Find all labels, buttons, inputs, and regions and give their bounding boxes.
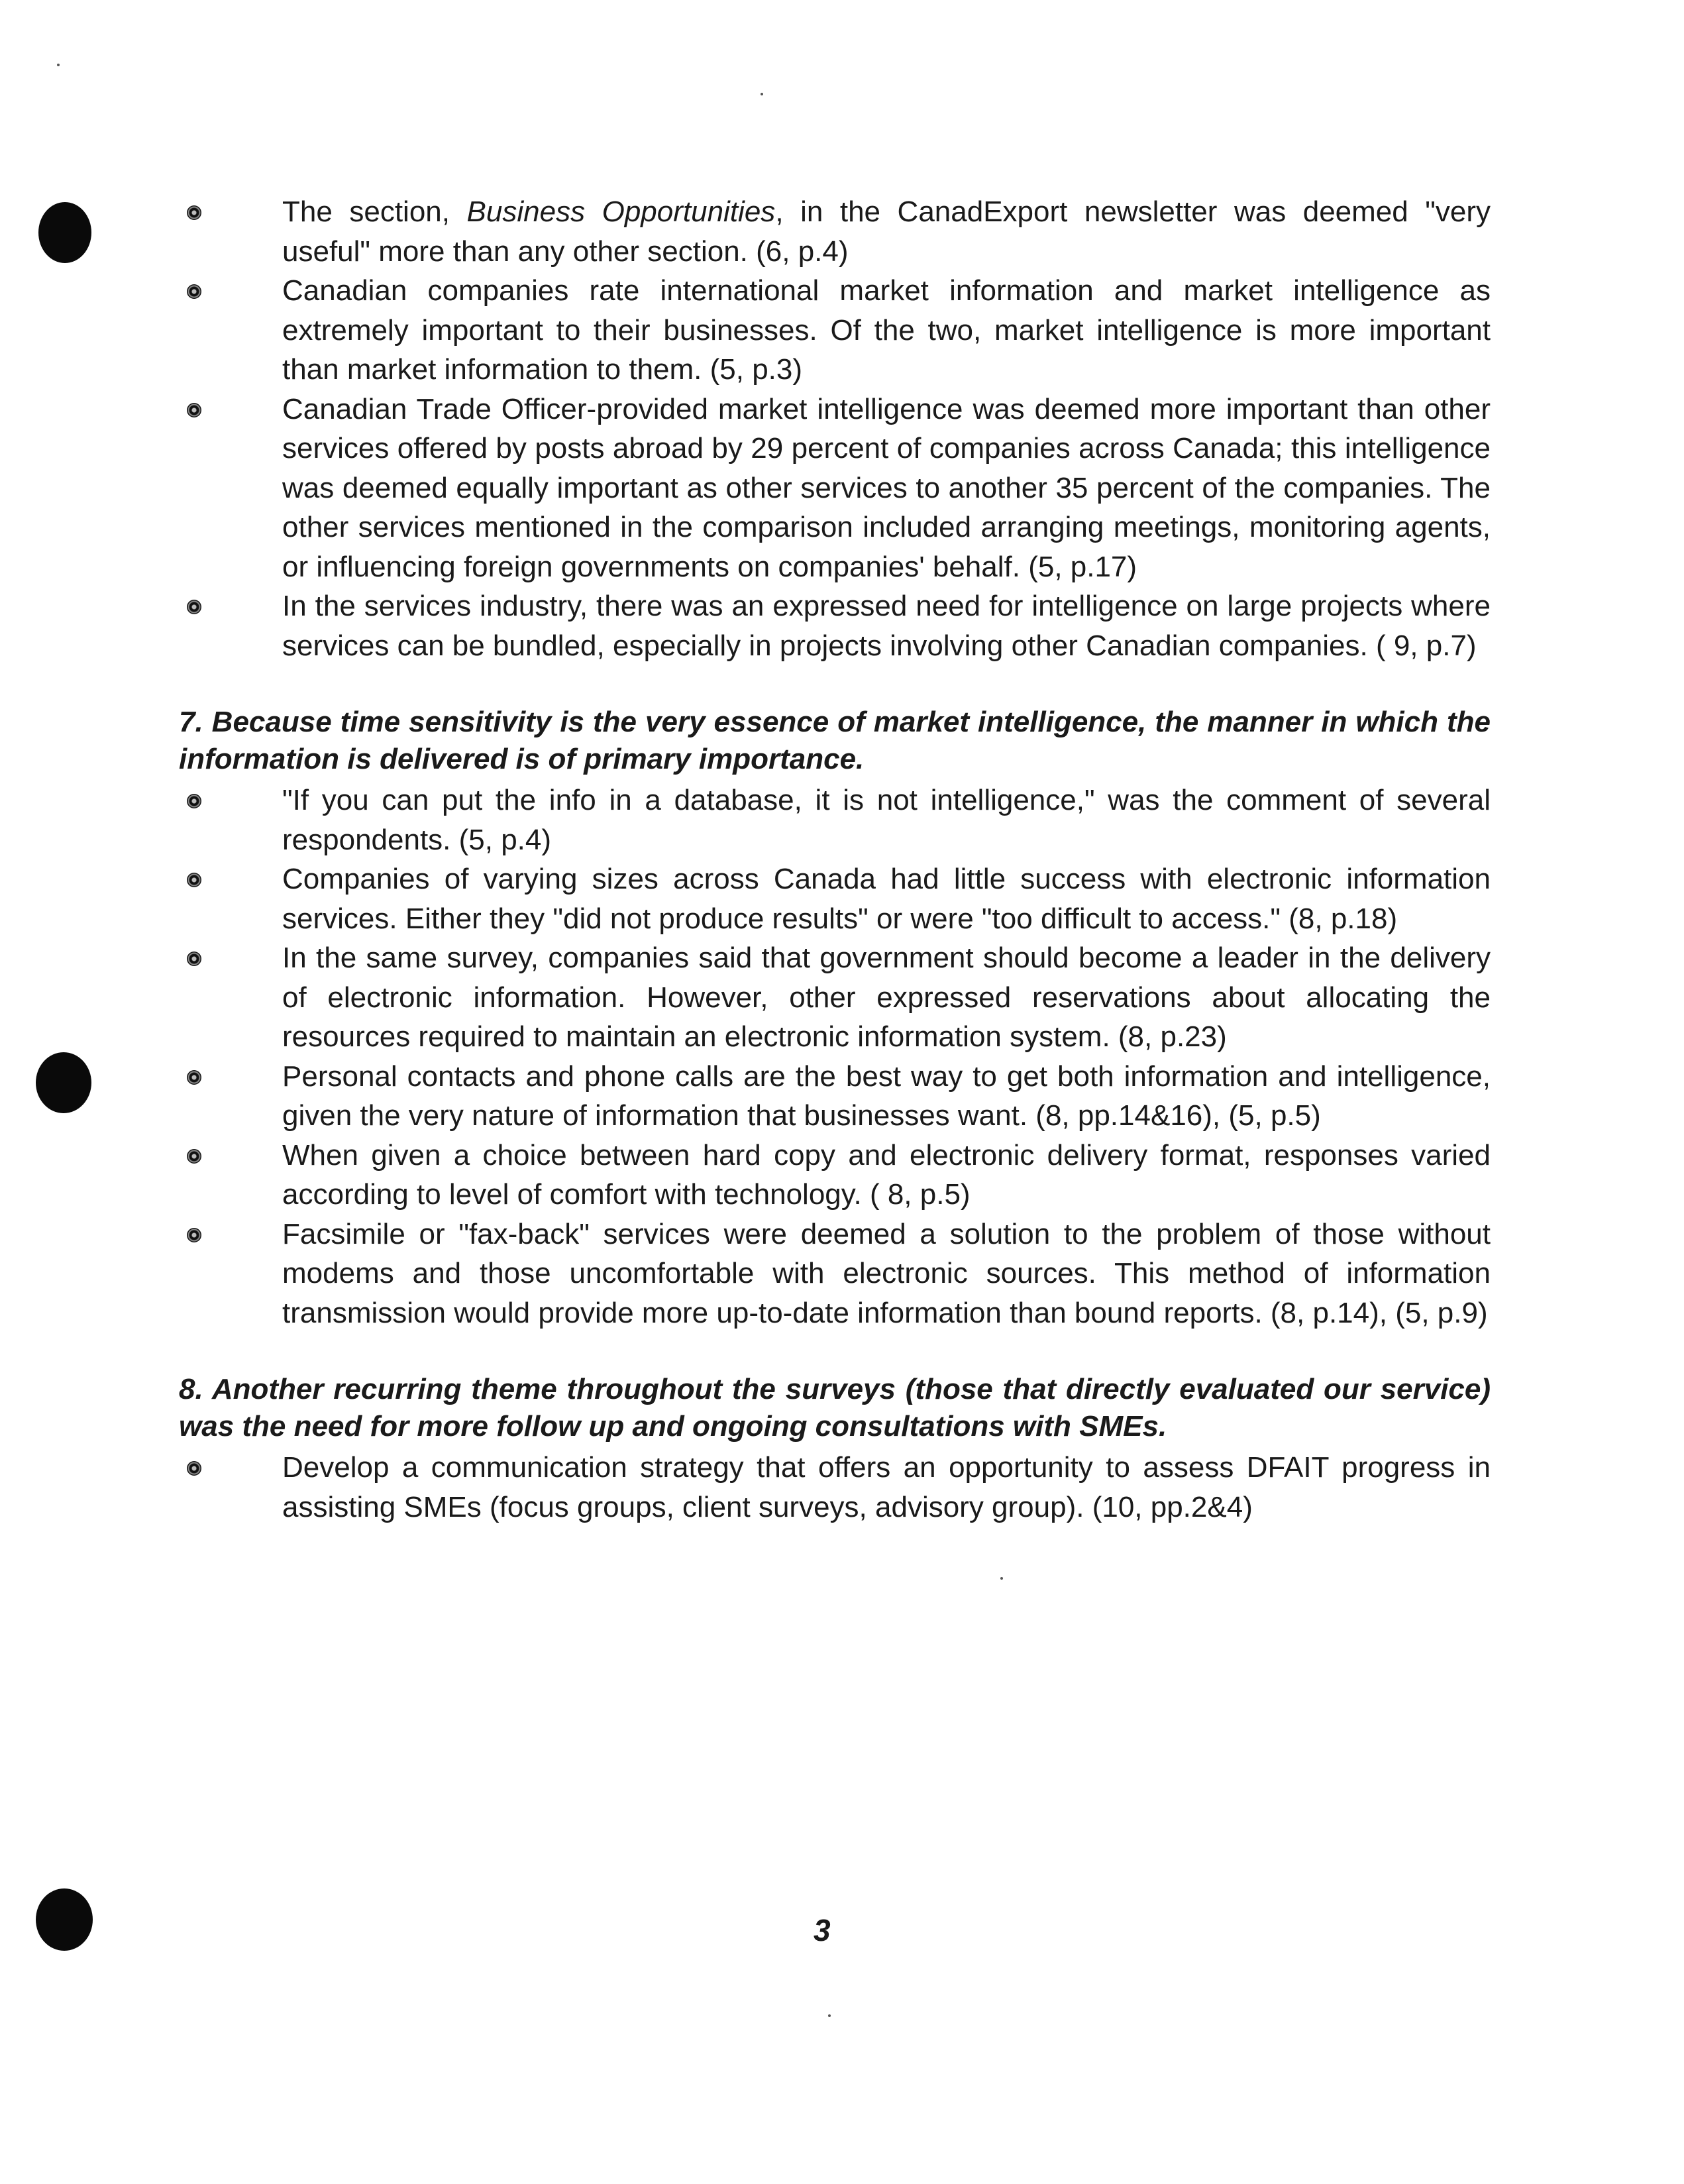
newsletter-section-name: Business Opportunities	[466, 195, 776, 228]
bullet-dot-icon	[187, 1228, 201, 1242]
binder-hole-middle	[36, 1052, 91, 1113]
bullet-text: In the same survey, companies said that government should become a leader in the delivery of electronic information. However, other expressed reservations about allocating the resources required to maintain an electronic information system. (8, p.23)	[282, 942, 1491, 1053]
bullet-item	[179, 390, 1491, 587]
section-8-heading: 8. Another recurring theme throughout the surveys (those that directly evaluated our service) was the need for more follow up and ongoing consultations with SMEs.	[179, 1373, 1491, 1443]
bullet-item	[179, 1448, 1491, 1527]
bullet-text: When given a choice between hard copy and electronic delivery format, responses varied according to level of comfort with technology. ( 8, p.5)	[282, 1138, 1491, 1211]
bullet-item	[179, 781, 1491, 859]
bullet-text: "If you can put the info in a database, it is not intelligence," was the comment of several respondents. (5, p.4)	[282, 784, 1491, 856]
bullet-item	[179, 271, 1491, 390]
bullet-item	[179, 1215, 1491, 1333]
scan-speck	[761, 93, 763, 95]
bullet-dot-icon	[187, 1461, 201, 1476]
bullet-text: In the services industry, there was an expressed need for intelligence on large projects where services can be bundled, especially in projects involving other Canadian companies. ( 9, p.7)	[282, 590, 1491, 662]
section-7-bullet-list	[179, 781, 1491, 1333]
bullet-item	[179, 586, 1491, 665]
bullet-dot-icon	[187, 205, 201, 220]
bullet-dot-icon	[187, 1149, 201, 1164]
bullet-item	[179, 192, 1491, 271]
bullet-text: Canadian companies rate international market information and market intelligence as extremely important to their businesses. Of the two, market intelligence is more important than market information to them. (5, p.3)	[282, 274, 1491, 386]
bullet-dot-icon	[187, 600, 201, 614]
bullet-dot-icon	[187, 794, 201, 808]
bullet-item	[179, 1057, 1491, 1136]
bullet-dot-icon	[187, 284, 201, 299]
bullet-text: Canadian Trade Officer-provided market intelligence was deemed more important than other services offered by posts abroad by 29 percent of companies across Canada; this intelligence was deemed equally important as other services to another 35 percent of the companies. The other services mentioned in the comparison included arranging meetings, monitoring agents, or influencing foreign governments on companies' behalf. (5, p.17)	[282, 392, 1491, 583]
bullet-dot-icon	[187, 403, 201, 417]
scan-speck	[1000, 1577, 1003, 1580]
bullet-text: Companies of varying sizes across Canada had little success with electronic information services. Either they "did not produce results" or were "too difficult to access." (8, p.18)	[282, 863, 1491, 935]
bullet-dot-icon	[187, 952, 201, 966]
bullet-text: Facsimile or "fax-back" services were deemed a solution to the problem of those without modems and those uncomfortable with electronic sources. This method of information transmission would provide more up-to-date information than bound reports. (8, p.14), (5, p.9)	[282, 1217, 1491, 1329]
binder-hole-top	[38, 202, 91, 263]
bullet-item	[179, 1136, 1491, 1215]
section-7-heading: 7. Because time sensitivity is the very essence of market intelligence, the manner in which the information is delivered is of primary importance.	[179, 706, 1491, 775]
bullet-text: Personal contacts and phone calls are the best way to get both information and intelligence, given the very nature of information that businesses want. (8, pp.14&16), (5, p.5)	[282, 1060, 1491, 1132]
scan-speck	[828, 2014, 831, 2017]
binder-hole-bottom	[36, 1888, 93, 1951]
bullet-item	[179, 859, 1491, 938]
bullet-dot-icon	[187, 1070, 201, 1085]
section-8-bullet-list	[179, 1448, 1491, 1527]
scan-speck	[57, 64, 60, 66]
document-body	[179, 192, 1491, 1527]
bullet-text-prefix: The section,	[282, 195, 467, 228]
bullet-text: Develop a communication strategy that offers an opportunity to assess DFAIT progress in assisting SMEs (focus groups, client surveys, advisory group). (10, pp.2&4)	[282, 1451, 1491, 1523]
page-number: 3	[814, 1913, 831, 1947]
section-6-bullet-list	[179, 192, 1491, 665]
bullet-text-suffix: , in the CanadExport newsletter was deemed "very useful" more than any other section. (6, p.4)	[282, 195, 1491, 268]
bullet-dot-icon	[187, 873, 201, 887]
bullet-item	[179, 938, 1491, 1057]
